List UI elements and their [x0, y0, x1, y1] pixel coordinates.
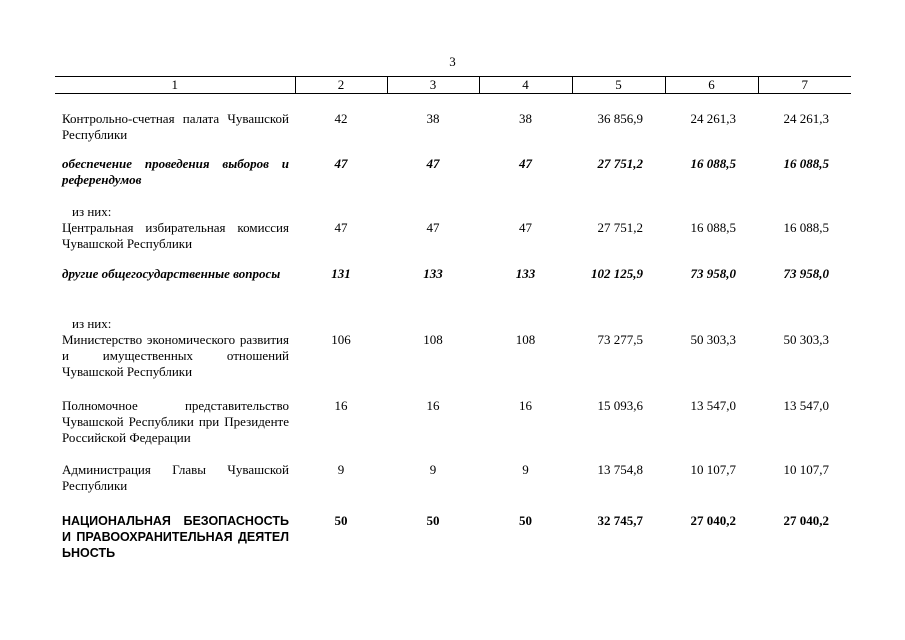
column-header: 2 — [295, 77, 387, 94]
value-cell: 73 277,5 — [597, 331, 643, 347]
page-number: 3 — [449, 54, 456, 69]
value-cell: 24 261,3 — [690, 111, 736, 126]
value-cell: 9 — [337, 461, 345, 477]
value-cell: 27 751,2 — [597, 155, 643, 171]
value-cell: 73 958,0 — [783, 265, 829, 281]
value-cell: 47 — [519, 219, 532, 235]
row-name: Администрация Главы Чувашской Республики — [62, 461, 289, 493]
column-header: 1 — [55, 77, 295, 94]
value-cell: 13 547,0 — [690, 397, 736, 413]
value-cell: 102 125,9 — [591, 265, 643, 281]
table-row — [55, 94, 851, 144]
value-cell: 16 088,5 — [783, 219, 829, 235]
value-cell: 47 — [519, 155, 532, 171]
value-cell: 73 958,0 — [690, 265, 736, 281]
row-name: обеспечение проведения выборов и референдумов — [62, 155, 289, 187]
table-row — [55, 448, 851, 496]
row-name: Министерство экономического развития и имущественных отношений Чувашской Республики — [62, 331, 289, 379]
column-number-row — [55, 77, 851, 94]
value-cell: 27 040,2 — [690, 512, 736, 528]
row-name: Полномочное представительство Чувашской Республики при Президенте Российской Федерации — [62, 397, 289, 445]
value-cell: 50 303,3 — [690, 331, 736, 347]
value-cell: 10 107,7 — [783, 461, 829, 477]
value-cell: 16 088,5 — [690, 219, 736, 235]
row-name: Центральная избирательная комиссия Чувашской Республики — [62, 219, 289, 251]
row-subheading: из них: — [72, 315, 112, 331]
value-cell: 16 — [334, 397, 348, 413]
value-cell: 133 — [423, 265, 443, 281]
value-cell: 38 — [519, 111, 532, 126]
row-name-cell — [55, 384, 295, 448]
column-header: 7 — [758, 77, 851, 94]
column-header: 3 — [387, 77, 479, 94]
value-cell: 15 093,6 — [597, 397, 643, 413]
value-cell: 50 — [426, 512, 440, 528]
row-name-cell — [55, 192, 295, 256]
row-name: Контрольно-счетная палата Чувашской Республики — [62, 111, 289, 142]
value-cell: 50 303,3 — [783, 331, 829, 347]
row-name: НАЦИОНАЛЬНАЯ БЕЗОПАСНОСТЬ И ПРАВООХРАНИТЕЛЬНАЯ ДЕЯТЕЛЬНОСТЬ — [62, 513, 289, 560]
value-cell: 27 040,2 — [783, 512, 829, 528]
value-cell: 47 — [334, 219, 348, 235]
value-cell: 36 856,9 — [597, 111, 643, 126]
table-row — [55, 384, 851, 448]
value-cell: 106 — [331, 331, 351, 347]
table-row — [55, 256, 851, 304]
value-cell: 47 — [334, 155, 348, 171]
value-cell: 47 — [426, 155, 440, 171]
table-row — [55, 144, 851, 192]
value-cell: 38 — [426, 111, 440, 126]
row-subheading: из них: — [72, 203, 112, 219]
column-header: 4 — [479, 77, 572, 94]
row-name-cell — [55, 94, 295, 144]
value-cell: 16 — [519, 397, 532, 413]
value-cell: 108 — [515, 331, 536, 347]
row-name-cell — [55, 304, 295, 384]
value-cell: 16 — [426, 397, 440, 413]
value-cell: 27 751,2 — [597, 219, 643, 235]
value-cell: 47 — [426, 219, 440, 235]
row-name-cell — [55, 448, 295, 496]
budget-table — [55, 76, 851, 561]
row-name-cell — [55, 144, 295, 192]
table-row — [55, 304, 851, 384]
value-cell: 131 — [331, 265, 351, 281]
row-name-cell — [55, 496, 295, 561]
column-header: 6 — [665, 77, 758, 94]
value-cell: 16 088,5 — [690, 155, 736, 171]
value-cell: 32 745,7 — [597, 512, 643, 528]
column-header: 5 — [572, 77, 665, 94]
row-name-cell — [55, 256, 295, 304]
table-row — [55, 496, 851, 561]
value-cell: 50 — [334, 512, 348, 528]
value-cell: 133 — [515, 265, 536, 281]
value-cell: 10 107,7 — [690, 461, 736, 477]
table-row — [55, 192, 851, 256]
value-cell: 13 754,8 — [597, 461, 643, 477]
value-cell: 13 547,0 — [783, 397, 829, 413]
value-cell: 50 — [519, 512, 532, 528]
value-cell: 9 — [429, 461, 437, 477]
value-cell: 108 — [423, 331, 443, 347]
value-cell: 42 — [334, 111, 348, 126]
value-cell: 16 088,5 — [783, 155, 829, 171]
value-cell: 24 261,3 — [783, 111, 829, 126]
row-name: другие общегосударственные вопросы — [62, 265, 281, 281]
value-cell: 9 — [522, 461, 529, 477]
